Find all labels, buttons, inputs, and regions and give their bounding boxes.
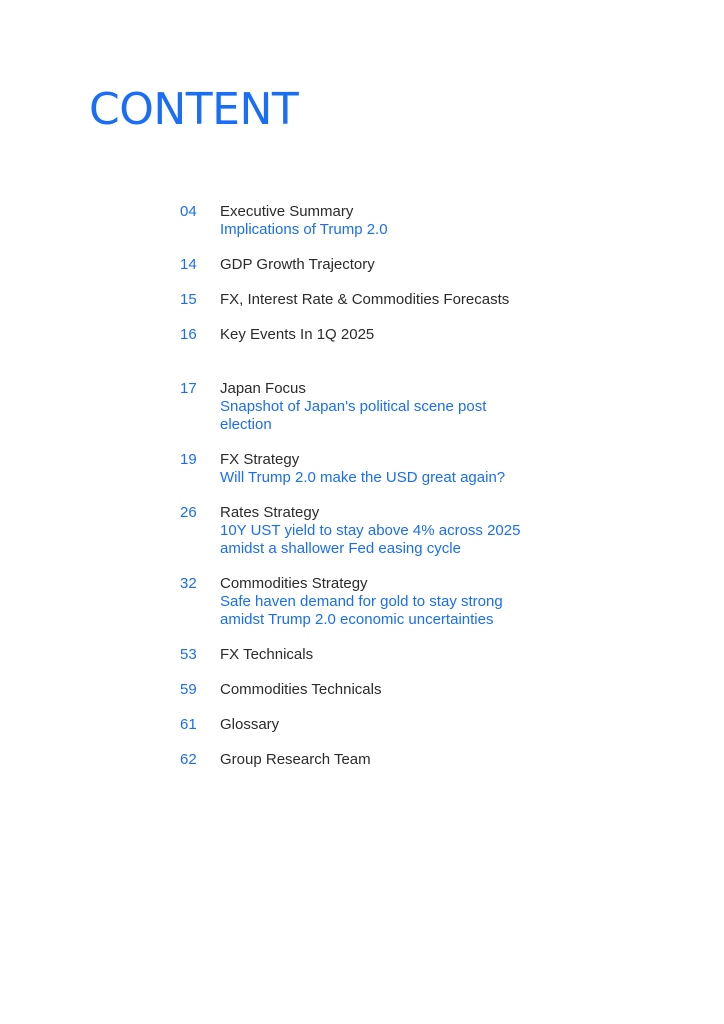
toc-entry-subtitle: Safe haven demand for gold to stay strong amidst Trump 2.0 economic uncertainties: [220, 593, 503, 628]
toc-entry-subtitle: Will Trump 2.0 make the USD great again?: [220, 469, 506, 486]
toc-entry-glossary[interactable]: [180, 716, 560, 734]
toc-entry-title: Key Events In 1Q 2025: [220, 326, 375, 343]
toc-entry-title: Executive Summary: [220, 203, 354, 220]
toc-page-number: 53: [180, 646, 197, 663]
toc-entry-title: Rates Strategy: [220, 504, 320, 521]
toc-page-number: 61: [180, 716, 197, 733]
toc-entry-title: Commodities Technicals: [220, 681, 382, 698]
toc-entry-commodities-technicals[interactable]: [180, 681, 560, 699]
toc-entry-forecasts[interactable]: [180, 291, 560, 309]
toc-page-number: 32: [180, 575, 197, 592]
toc-entry-title: FX, Interest Rate & Commodities Forecasts: [220, 291, 510, 308]
toc-entry-gdp-growth[interactable]: [180, 256, 560, 274]
toc-page-number: 19: [180, 451, 197, 468]
toc-entry-title: Commodities Strategy: [220, 575, 368, 592]
toc-entry-subtitle: 10Y UST yield to stay above 4% across 2025 amidst a shallower Fed easing cycle: [220, 522, 521, 557]
toc-page-number: 15: [180, 291, 197, 308]
toc-entry-title: FX Technicals: [220, 646, 314, 663]
toc-entry-title: Japan Focus: [220, 380, 306, 397]
toc-entry-title: FX Strategy: [220, 451, 300, 468]
table-of-contents: [180, 203, 560, 786]
toc-entry-japan-focus[interactable]: [180, 380, 560, 434]
toc-page-number: 26: [180, 504, 197, 521]
toc-entry-title: GDP Growth Trajectory: [220, 256, 375, 273]
toc-entry-subtitle: Implications of Trump 2.0: [220, 221, 388, 238]
toc-page-number: 17: [180, 380, 197, 397]
toc-page-number: 14: [180, 256, 197, 273]
toc-entry-fx-strategy[interactable]: [180, 451, 560, 487]
toc-entry-key-events[interactable]: [180, 326, 560, 344]
toc-entry-commodities-strategy[interactable]: [180, 575, 560, 629]
toc-page-number: 04: [180, 203, 197, 220]
toc-entry-fx-technicals[interactable]: [180, 646, 560, 664]
toc-page-number: 62: [180, 751, 197, 768]
toc-entry-title: Group Research Team: [220, 751, 371, 768]
toc-page-number: 59: [180, 681, 197, 698]
toc-entry-research-team[interactable]: [180, 751, 560, 769]
toc-entry-rates-strategy[interactable]: [180, 504, 560, 558]
toc-entry-title: Glossary: [220, 716, 280, 733]
toc-entry-subtitle: Snapshot of Japan's political scene post election: [220, 398, 487, 433]
toc-entry-executive-summary[interactable]: [180, 203, 560, 239]
page-title: CONTENT: [89, 84, 299, 135]
toc-page-number: 16: [180, 326, 197, 343]
